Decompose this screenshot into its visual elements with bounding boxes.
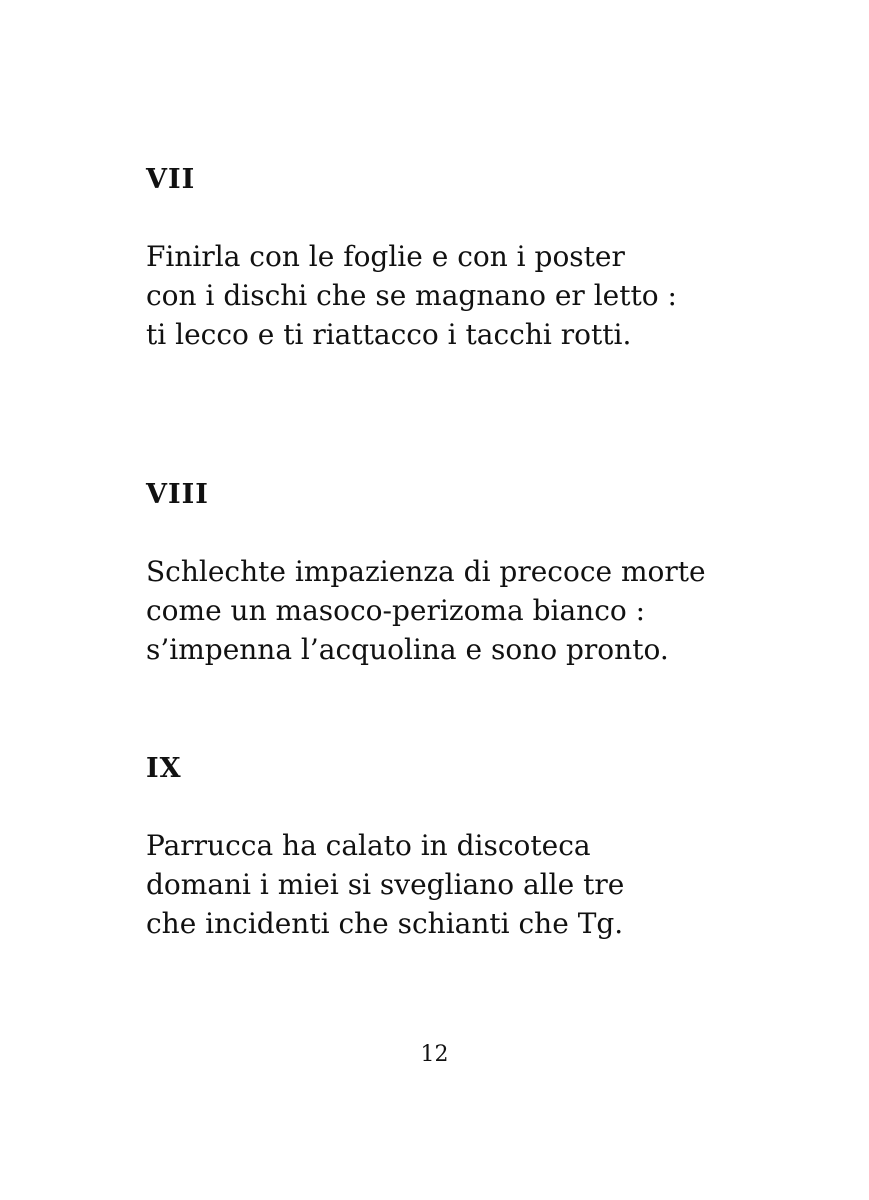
poem-line: Parrucca ha calato in discoteca <box>146 829 591 862</box>
page-number: 12 <box>420 1042 449 1067</box>
poem-numeral: VIII <box>146 479 209 510</box>
poem-line: Schlechte impazienza di precoce morte <box>146 555 706 588</box>
poem-line: s’impenna l’acquolina e sono pronto. <box>146 633 669 666</box>
poem-line: domani i miei si svegliano alle tre <box>146 868 625 901</box>
poem-stanza <box>146 237 826 354</box>
poem-stanza <box>146 552 826 669</box>
poem-viii <box>146 475 826 669</box>
poem-numeral: VII <box>146 164 196 195</box>
poem-vii <box>146 160 826 354</box>
poem-line: che incidenti che schianti che Tg. <box>146 907 624 940</box>
poem-ix <box>146 749 826 943</box>
poem-line: ti lecco e ti riattacco i tacchi rotti. <box>146 318 632 351</box>
poem-line: Finirla con le foglie e con i poster <box>146 240 625 273</box>
poem-line: con i dischi che se magnano er letto : <box>146 279 677 312</box>
poem-stanza <box>146 826 826 943</box>
poem-numeral: IX <box>146 753 182 784</box>
poem-line: come un masoco-perizoma bianco : <box>146 594 646 627</box>
